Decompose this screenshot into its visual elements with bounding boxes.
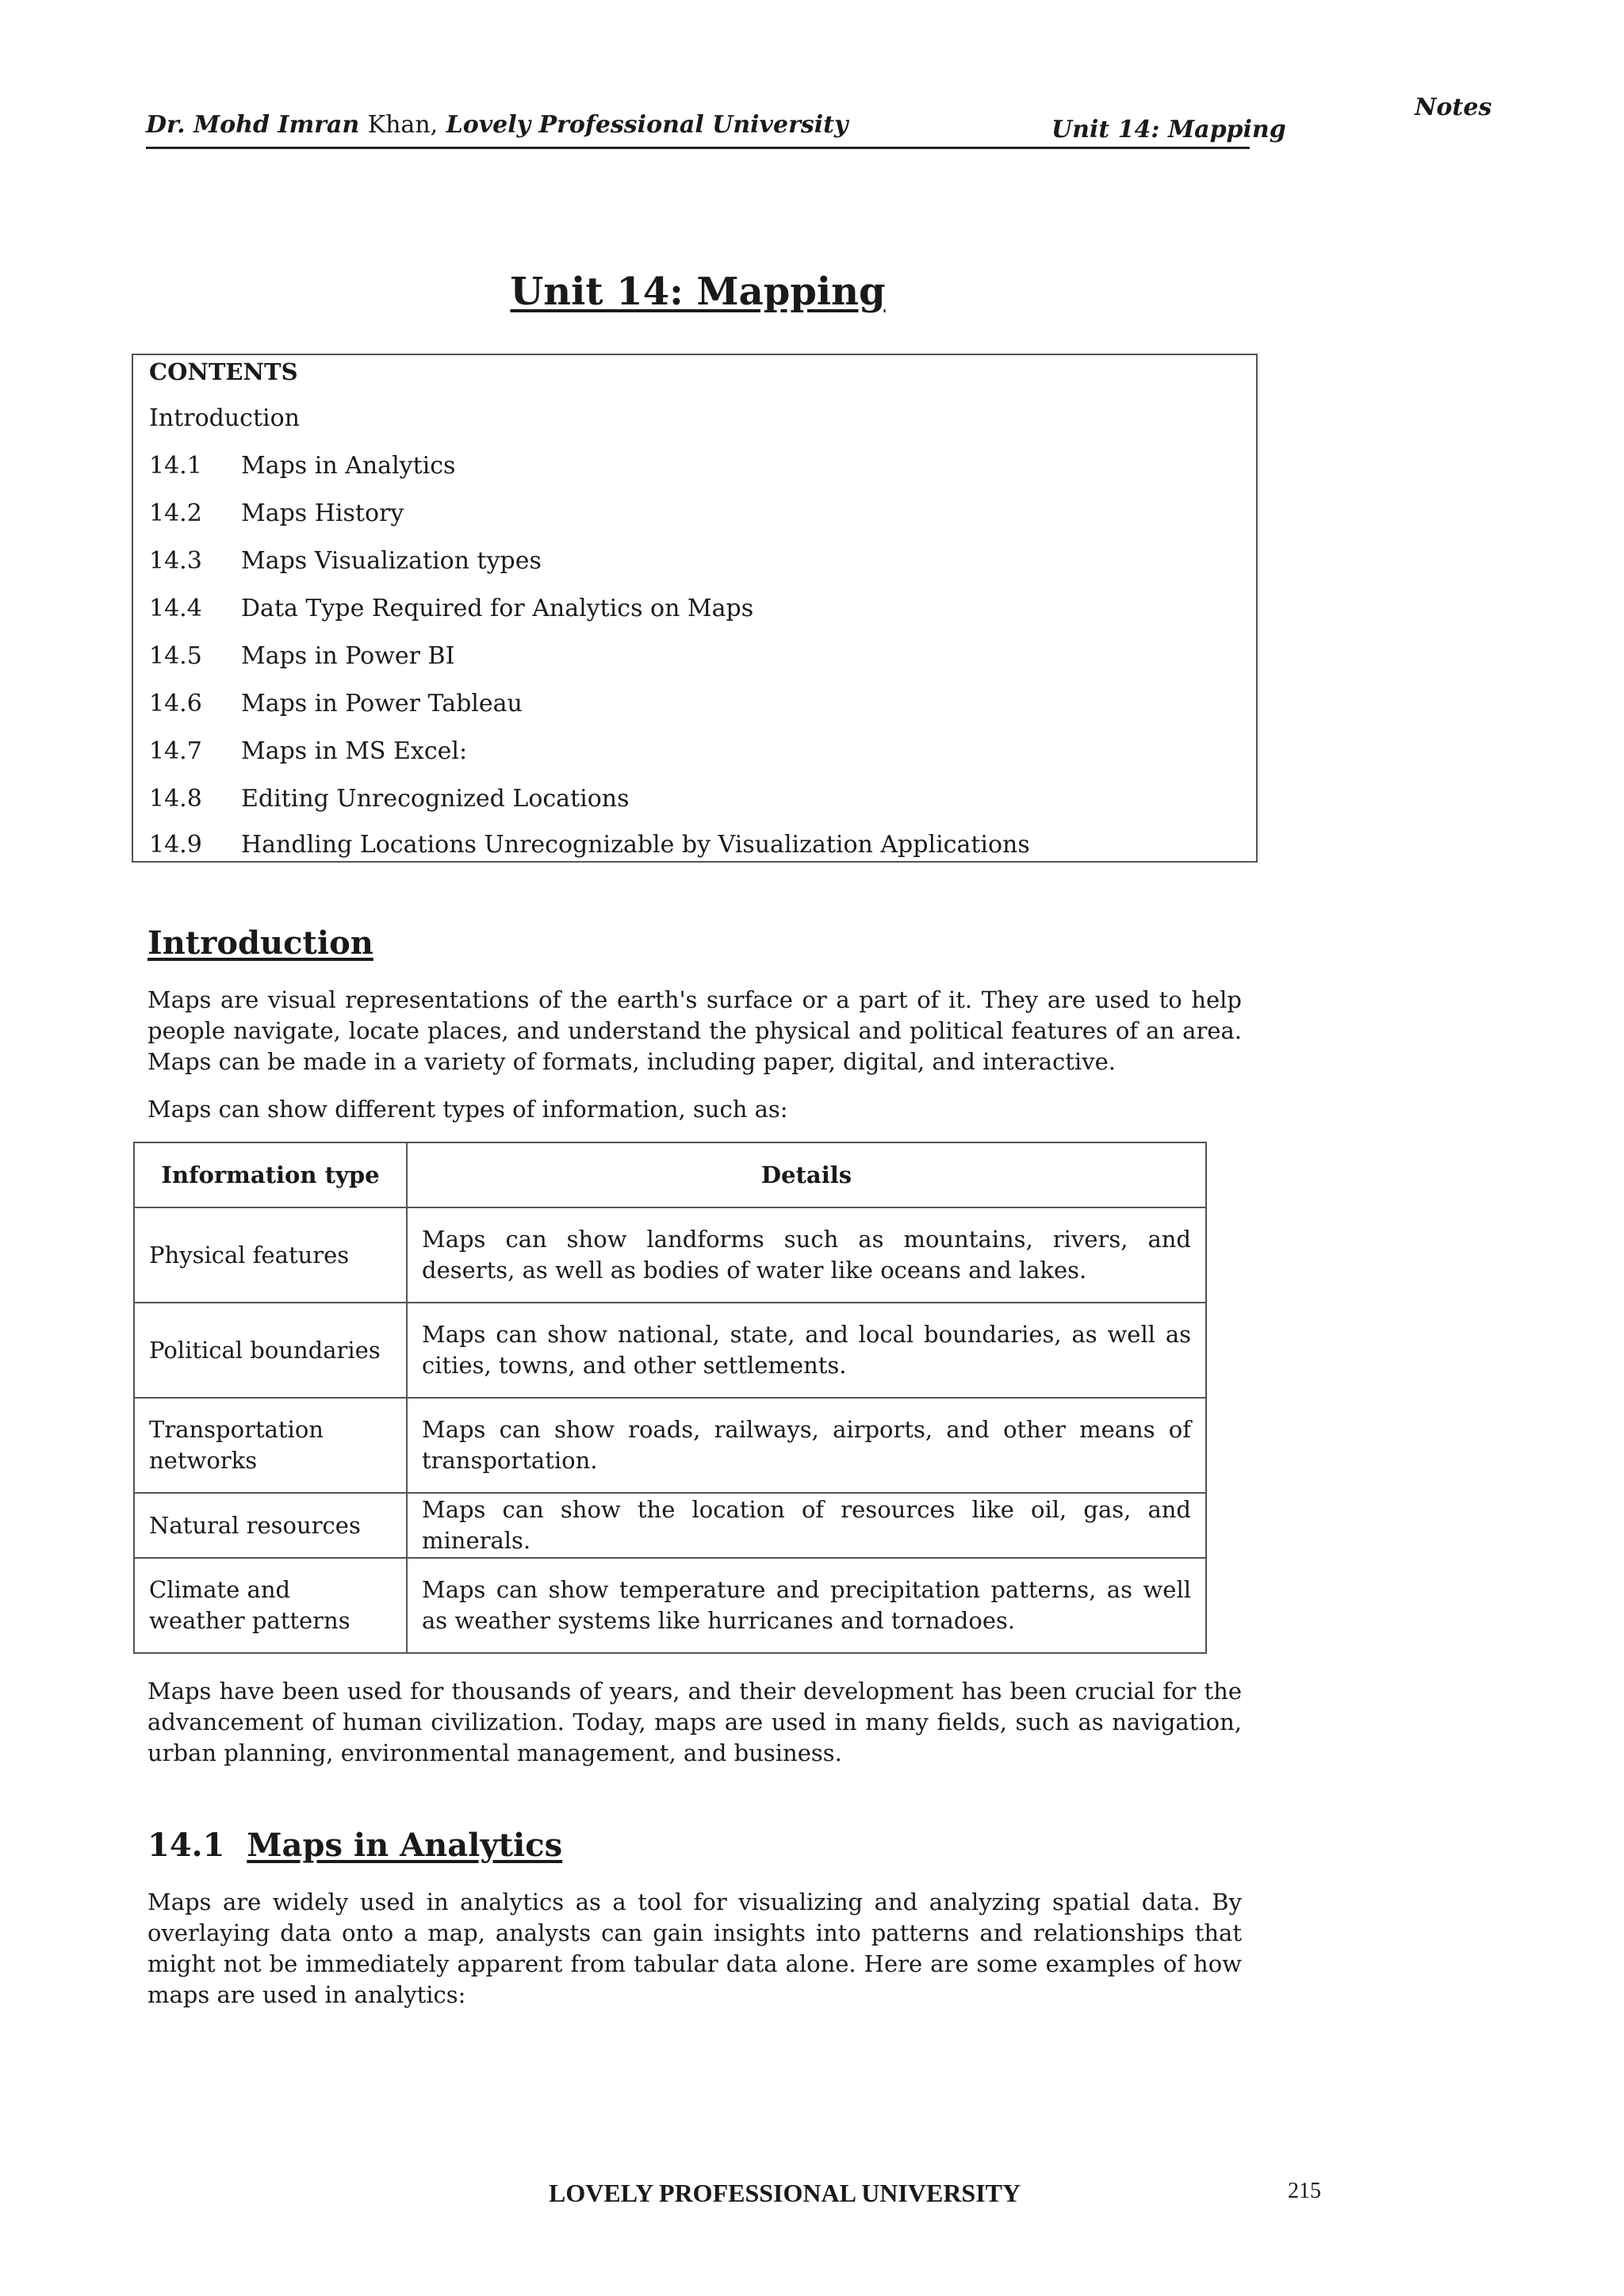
contents-item [149,595,753,622]
table-cell-type: Political boundaries [134,1303,407,1398]
contents-item-number: 14.3 [149,547,202,575]
section-number: 14.1 [147,1827,225,1864]
contents-item [149,690,523,718]
contents-item-label: Maps in Analytics [241,452,456,480]
table-cell-type: Transportation networks [134,1398,407,1493]
table-cell-type: Natural resources [134,1493,407,1558]
contents-item [149,499,404,527]
running-header-author [146,111,848,139]
contents-item-number: 14.4 [149,595,202,622]
contents-item [149,737,467,765]
section-14-1-paragraph: Maps are widely used in analytics as a tool for visualizing and analyzing spatial data. By overlaying data onto a map, analysts can gain insights into patterns and relationships that might not be immediately apparent from tabular data alone. Here are some examples of how maps are used in analytics: [147,1888,1242,2008]
table-cell-details: Maps can show the location of resources like oil, gas, and minerals. [407,1493,1206,1558]
footer-university: LOVELY PROFESSIONAL UNIVERSITY [549,2179,1021,2207]
contents-item [149,642,454,670]
contents-item-label: Maps in Power Tableau [241,690,523,718]
margin-notes-label: Notes [1415,94,1492,121]
introduction-paragraph-1: Maps are visual representations of the earth's surface or a part of it. They are used to help people navigate, locate places, and understand the physical and political features of an area. Maps can be made in a variety of formats, including paper, digital, and interactive. [147,986,1242,1075]
table-cell-details: Maps can show landforms such as mountains, rivers, and deserts, as well as bodies of water like oceans and lakes. [407,1207,1206,1303]
contents-item-label: Handling Locations Unrecognizable by Visualization Applications [241,831,1030,859]
contents-item-label: Editing Unrecognized Locations [241,785,630,813]
page-number: 215 [1288,2179,1321,2203]
contents-item-label: Data Type Required for Analytics on Maps [241,595,754,622]
table-header-row [134,1142,1206,1207]
institution-name: Lovely Professional University [446,111,848,139]
contents-item [149,785,630,813]
contents-item-number: 14.8 [149,785,202,813]
contents-item-label: Maps Visualization types [241,547,542,575]
table-cell-type: Physical features [134,1207,407,1303]
contents-box [132,354,1258,863]
table-cell-details: Maps can show roads, railways, airports, and other means of transportation. [407,1398,1206,1493]
page-title: Unit 14: Mapping [510,270,886,314]
table-row [134,1207,1206,1303]
table-row [134,1493,1206,1558]
table-cell-details: Maps can show national, state, and local boundaries, as well as cities, towns, and other settlements. [407,1303,1206,1398]
contents-item-number: 14.7 [149,737,202,765]
table-header-cell: Information type [134,1142,407,1207]
running-header-unit: Unit 14: Mapping [1051,116,1286,144]
contents-item [149,452,455,480]
author-surname: Khan, [367,111,439,139]
table-header-cell: Details [407,1142,1206,1207]
contents-item-label: Maps History [241,499,404,527]
author-name: Dr. Mohd Imran [146,111,360,139]
information-types-table [133,1142,1207,1654]
introduction-paragraph-2: Maps can show different types of information, such as: [147,1096,788,1123]
section-14-1-heading [147,1827,562,1864]
contents-heading: CONTENTS [149,358,298,385]
section-title: Maps in Analytics [247,1827,563,1864]
contents-item [149,547,542,575]
contents-item-label: Maps in MS Excel: [241,737,468,765]
introduction-heading-text: Introduction [147,924,373,962]
contents-item-number: 14.9 [149,831,202,859]
table-row [134,1303,1206,1398]
introduction-heading [147,924,373,962]
table-row [134,1558,1206,1653]
contents-item-number: 14.6 [149,690,202,718]
contents-item-number: 14.2 [149,499,202,527]
contents-item-number: 14.5 [149,642,202,670]
table-row [134,1398,1206,1493]
header-rule [146,147,1250,149]
contents-item-number: 14.1 [149,452,202,480]
table-cell-type: Climate and weather patterns [134,1558,407,1653]
contents-item [149,831,1030,859]
introduction-paragraph-3: Maps have been used for thousands of years, and their development has been crucial for the advancement of human civilization. Today, maps are used in many fields, such as navigation, urban planning, environmental management, and business. [147,1678,1242,1766]
contents-item-intro: Introduction [149,404,300,432]
table-cell-details: Maps can show temperature and precipitation patterns, as well as weather systems like hurricanes and tornadoes. [407,1558,1206,1653]
contents-item-label: Maps in Power BI [241,642,455,670]
